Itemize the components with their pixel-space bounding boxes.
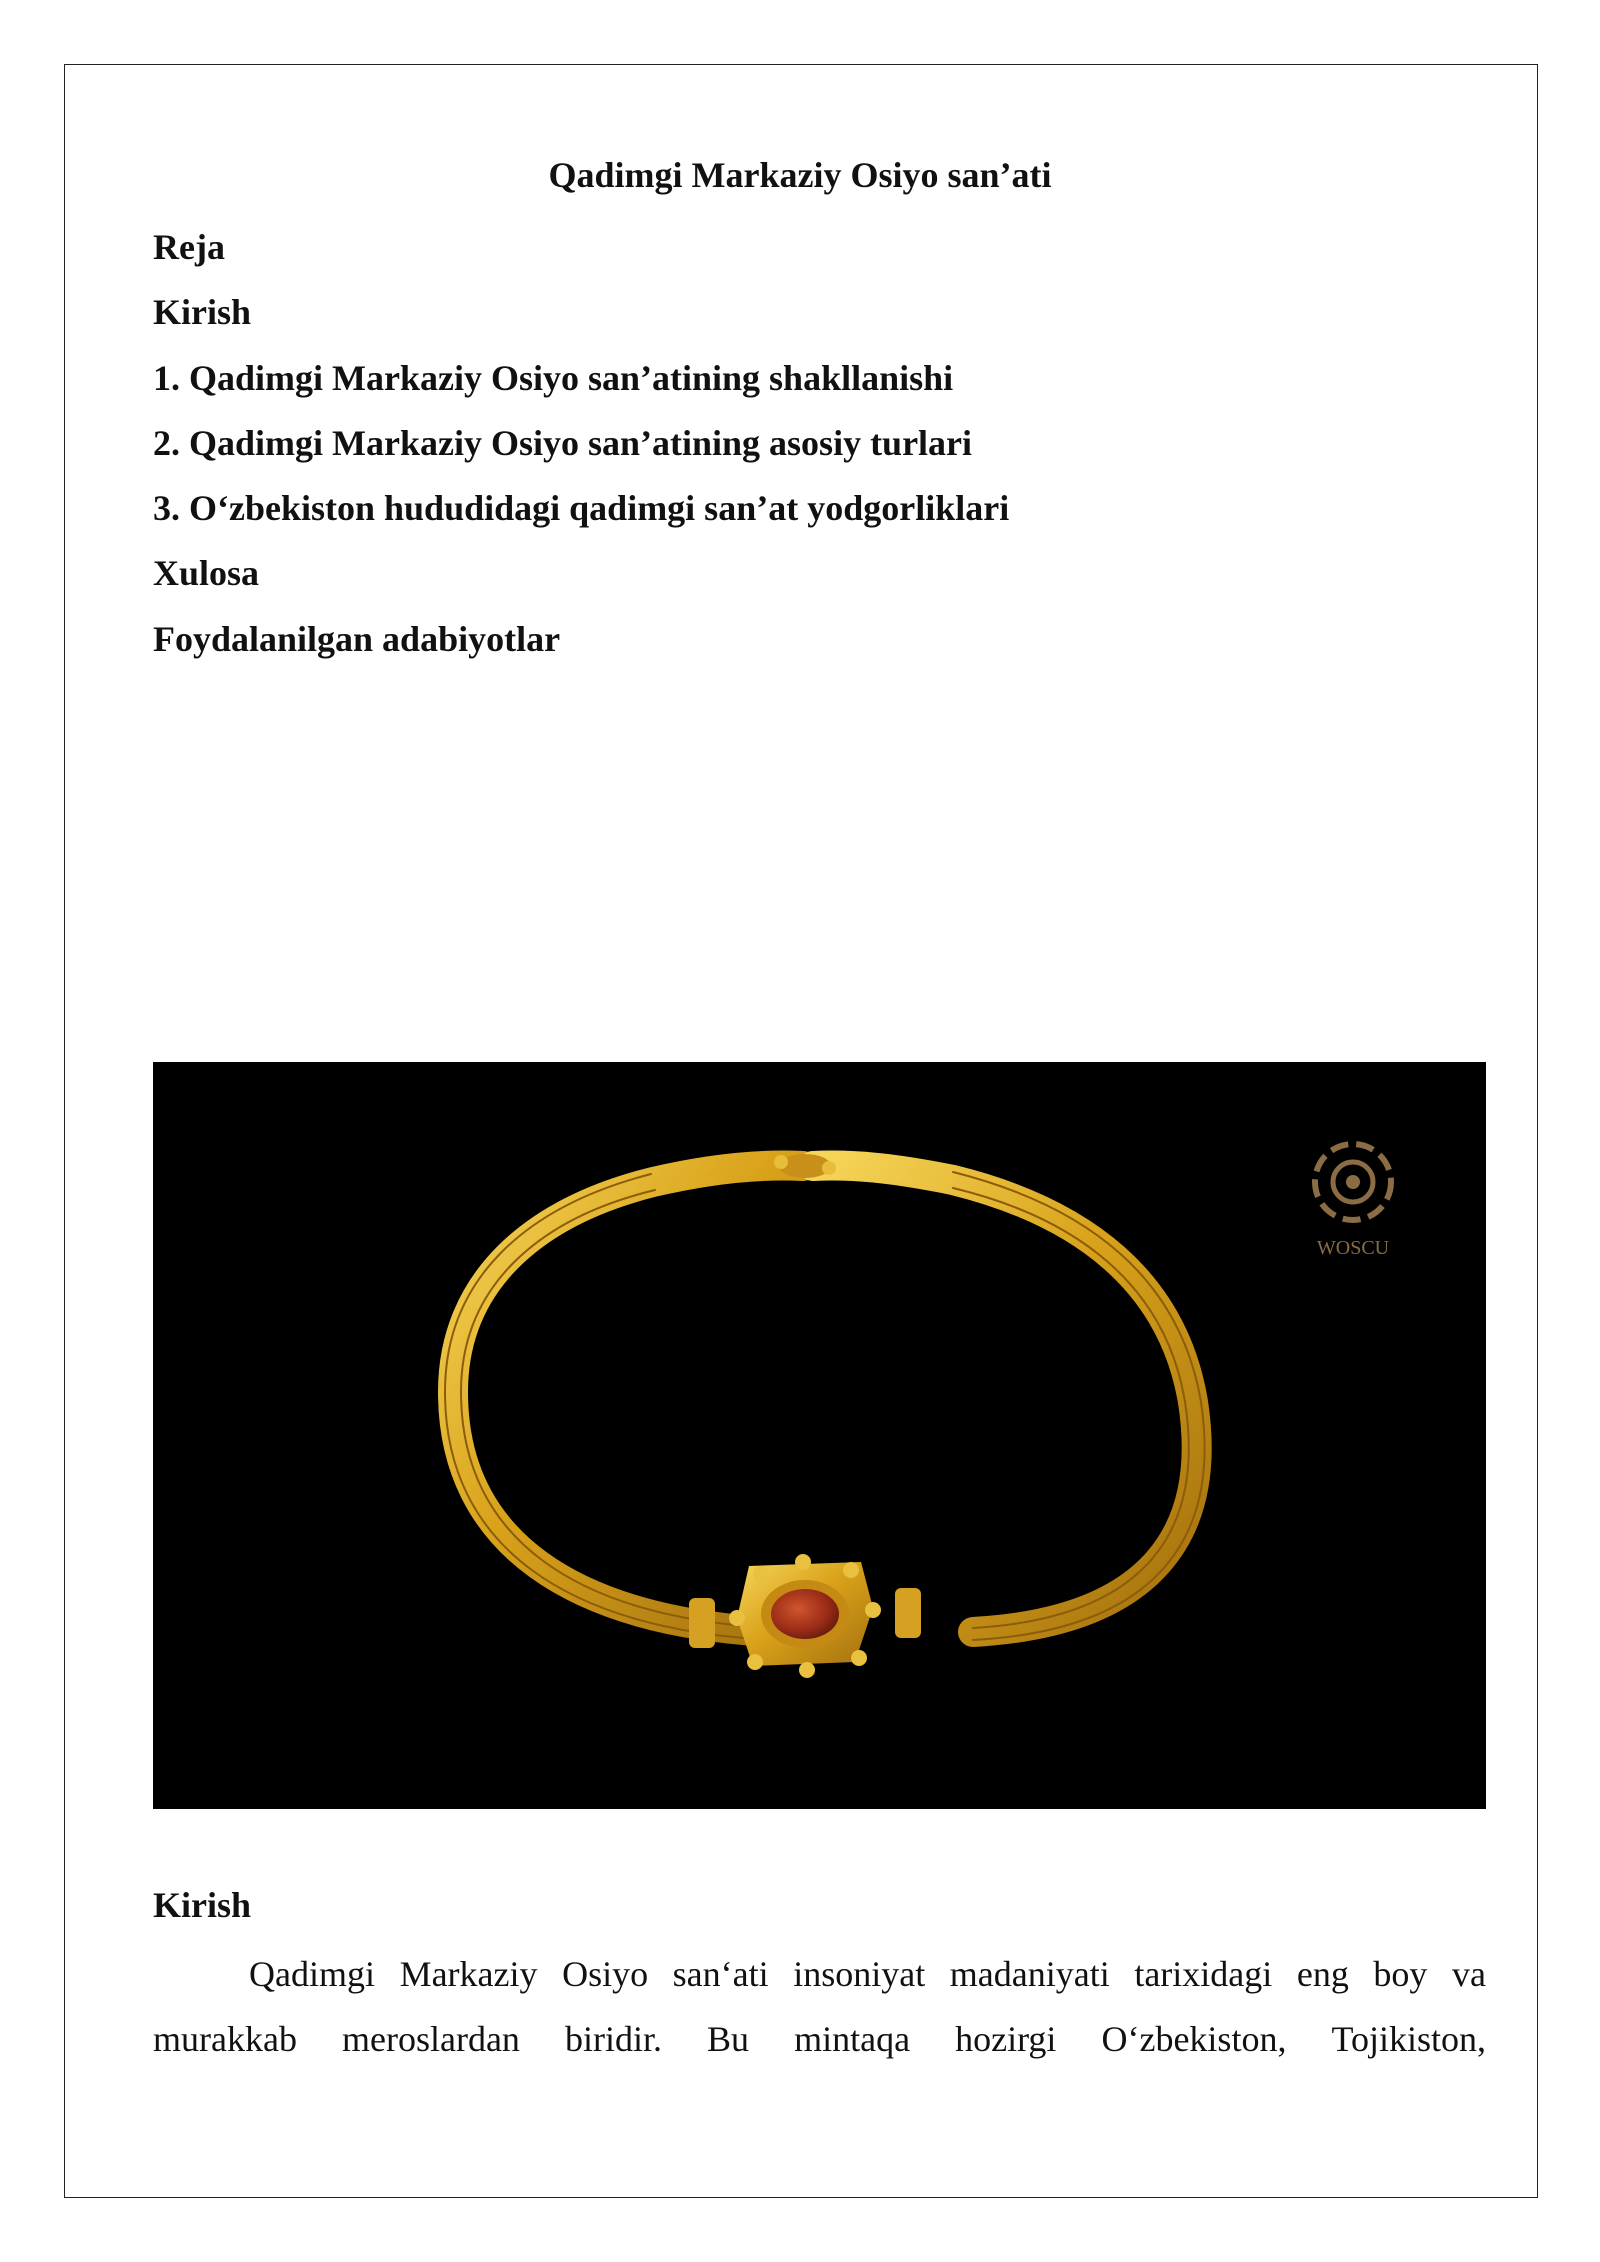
word: meroslardan [342, 2019, 520, 2059]
necklace-photo [153, 1062, 1486, 1809]
word: murakkab [153, 2019, 297, 2059]
word: hozirgi [955, 2019, 1057, 2059]
necklace-illustration [153, 1062, 1486, 1809]
word: O‘zbekiston, [1101, 2019, 1287, 2059]
word: Osiyo [562, 1954, 649, 1994]
plan-item-3: 3. O‘zbekiston hududidagi qadimgi san’at yodgorliklari [153, 488, 1010, 529]
word: mintaqa [794, 2019, 911, 2059]
word: Markaziy [399, 1954, 538, 1994]
word: Tojikiston, [1331, 2019, 1486, 2059]
plan-item-conclusion: Xulosa [153, 553, 260, 594]
paragraph-line-2 [153, 2007, 1486, 2072]
word: tarixidagi [1134, 1954, 1273, 1994]
document-title: Qadimgi Markaziy Osiyo san’ati [548, 155, 1052, 195]
woscu-watermark-text: WOSCU [1316, 1237, 1390, 1259]
carnelian-pendant [729, 1554, 881, 1678]
introduction-paragraph [153, 1942, 1486, 2072]
plan-item-introduction: Kirish [153, 292, 252, 333]
word: eng [1296, 1954, 1349, 1994]
plan-item-1: 1. Qadimgi Markaziy Osiyo san’atining shakllanishi [153, 357, 954, 398]
word: san‘ati [672, 1954, 769, 1994]
word: madaniyati [949, 1954, 1110, 1994]
plan-list [153, 215, 1009, 672]
plan-item-2: 2. Qadimgi Markaziy Osiyo san’atining asosiy turlari [153, 422, 973, 463]
introduction-heading: Kirish [153, 1885, 252, 1925]
word: va [1452, 1954, 1486, 1994]
word: boy [1373, 1954, 1428, 1994]
word: Qadimgi [249, 1954, 375, 1994]
plan-heading: Reja [153, 227, 225, 267]
word: biridir. [564, 2019, 662, 2059]
word: insoniyat [793, 1954, 926, 1994]
paragraph-line-1 [153, 1942, 1486, 2007]
word: Bu [707, 2019, 750, 2059]
plan-item-references: Foydalanilgan adabiyotlar [153, 618, 561, 659]
